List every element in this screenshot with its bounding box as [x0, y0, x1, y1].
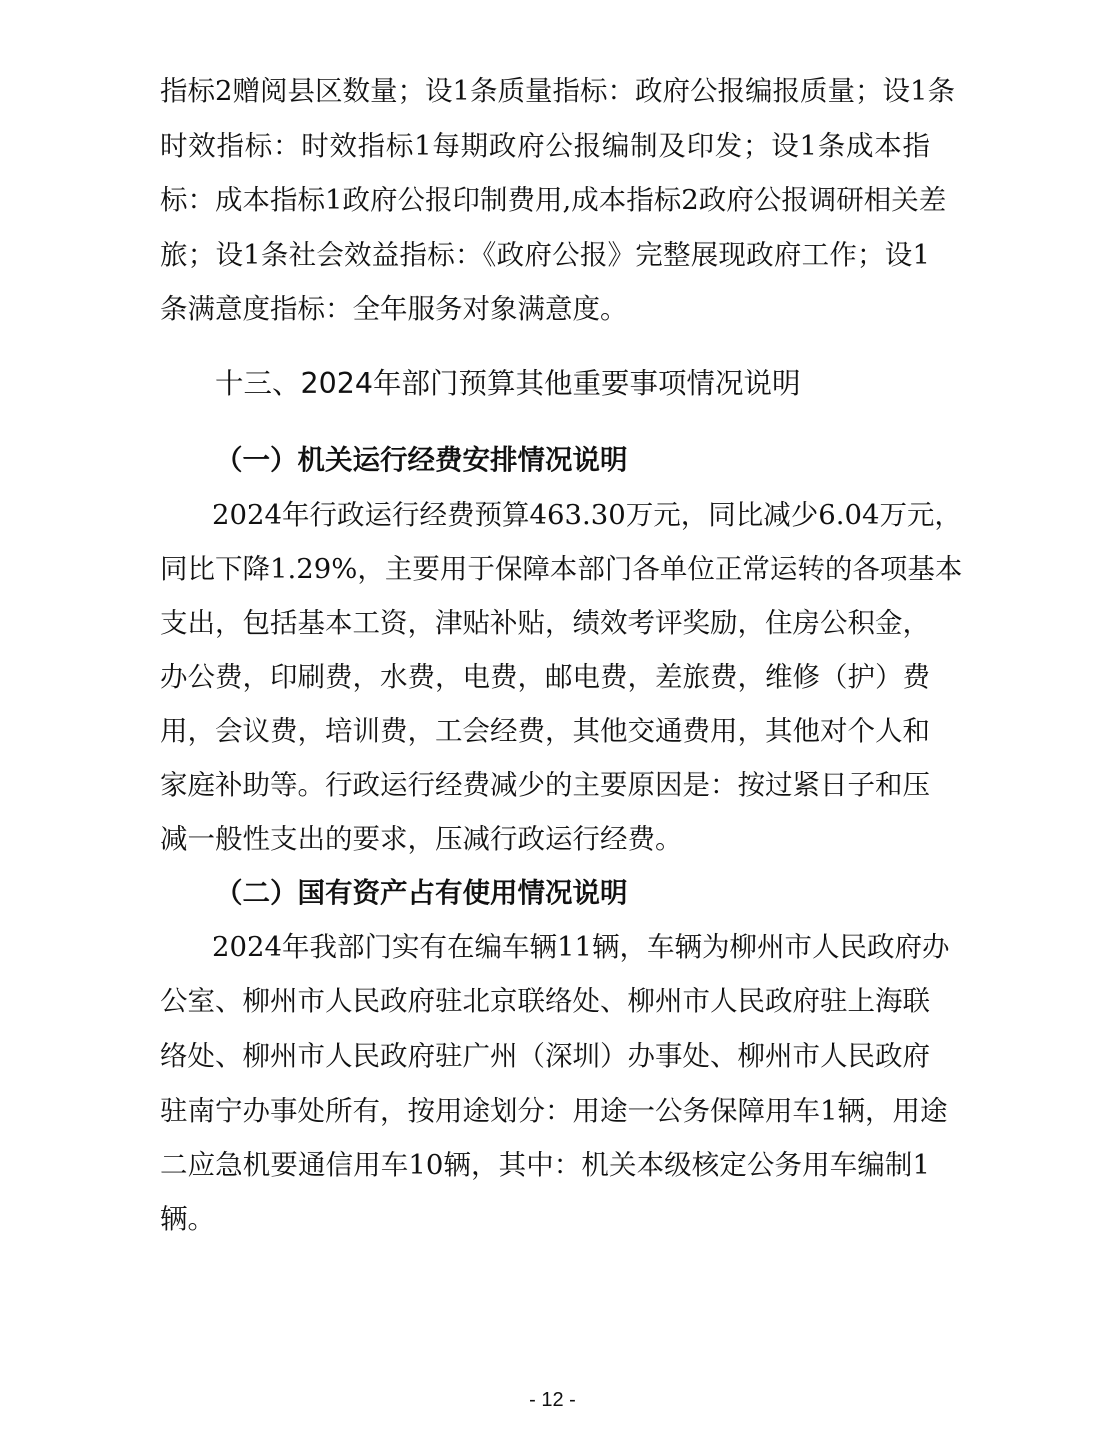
paragraph-line: 旅；设1条社会效益指标：《政府公报》完整展现政府工作；设1: [160, 239, 930, 271]
paragraph-line: 家庭补助等。行政运行经费减少的主要原因是：按过紧日子和压: [160, 769, 930, 801]
paragraph-line: 驻南宁办事处所有，按用途划分：用途一公务保障用车1辆，用途: [160, 1095, 948, 1127]
paragraph-line: 支出，包括基本工资，津贴补贴，绩效考评奖励，住房公积金，: [160, 607, 930, 639]
paragraph-line: 络处、柳州市人民政府驻广州（深圳）办事处、柳州市人民政府: [160, 1040, 930, 1072]
subsection-title-state-assets: （二）国有资产占有使用情况说明: [215, 877, 628, 909]
subsection-title-operating-funds: （一）机关运行经费安排情况说明: [215, 444, 628, 476]
paragraph-line: 2024年行政运行经费预算463.30万元，同比减少6.04万元，: [212, 499, 962, 531]
paragraph-line: 办公费，印刷费，水费，电费，邮电费，差旅费，维修（护）费: [160, 661, 930, 693]
paragraph-line: 同比下降1.29%，主要用于保障本部门各单位正常运转的各项基本: [160, 553, 963, 585]
paragraph-line: 条满意度指标：全年服务对象满意度。: [160, 293, 628, 325]
paragraph-line: 辆。: [160, 1203, 215, 1235]
paragraph-line: 时效指标：时效指标1每期政府公报编制及印发；设1条成本指: [160, 130, 930, 162]
page-number: - 12 -: [529, 1389, 576, 1411]
paragraph-line: 减一般性支出的要求，压减行政运行经费。: [160, 823, 683, 855]
paragraph-line: 二应急机要通信用车10辆，其中：机关本级核定公务用车编制1: [160, 1149, 930, 1181]
paragraph-line: 2024年我部门实有在编车辆11辆，车辆为柳州市人民政府办: [212, 931, 950, 963]
paragraph-line: 公室、柳州市人民政府驻北京联络处、柳州市人民政府驻上海联: [160, 985, 930, 1017]
paragraph-line: 标：成本指标1政府公报印制费用,成本指标2政府公报调研相关差: [160, 184, 947, 216]
section-heading: 十三、2024年部门预算其他重要事项情况说明: [215, 367, 801, 400]
paragraph-line: 指标2赠阅县区数量；设1条质量指标：政府公报编报质量；设1条: [160, 75, 955, 107]
paragraph-line: 用，会议费，培训费，工会经费，其他交通费用，其他对个人和: [160, 715, 930, 747]
